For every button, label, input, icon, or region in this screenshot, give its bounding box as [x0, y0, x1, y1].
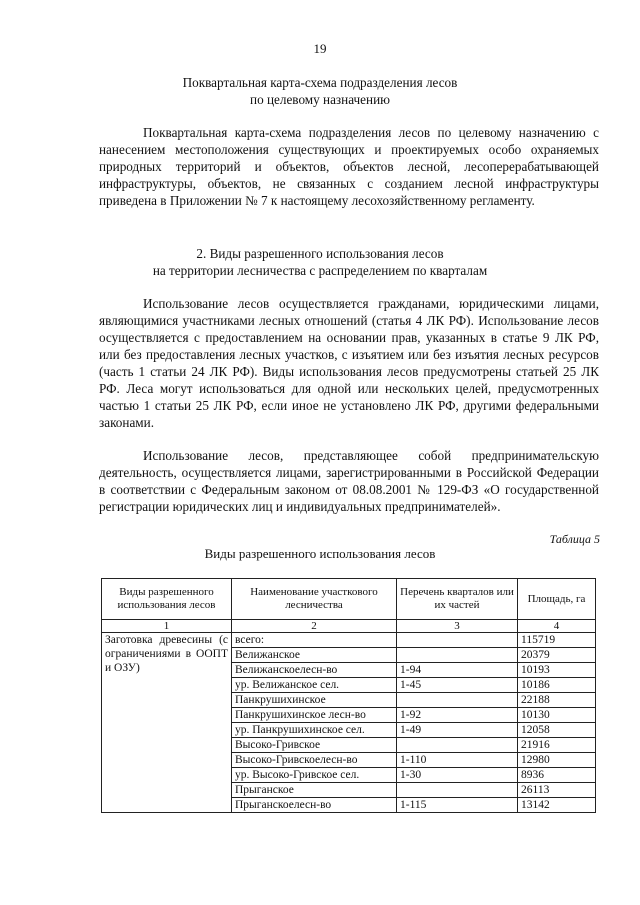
district-name: Панкрушихинское: [232, 693, 397, 708]
quarters: 1-110: [397, 753, 518, 768]
quarters: 1-92: [397, 708, 518, 723]
district-name: всего:: [232, 633, 397, 648]
use-category: Заготовка древесины (с ограничениями в ООПТ и ОЗУ): [102, 633, 232, 813]
district-name: ур. Высоко-Гривское сел.: [232, 768, 397, 783]
area: 26113: [518, 783, 596, 798]
area: 10186: [518, 678, 596, 693]
quarters: [397, 633, 518, 648]
quarters: [397, 648, 518, 663]
section1-title-line1: Поквартальная карта-схема подразделения лесов: [182, 75, 458, 90]
section2-title-line1: 2. Виды разрешенного использования лесов: [196, 246, 444, 261]
district-name: Велижанскоелесн-во: [232, 663, 397, 678]
section1-title-line2: по целевому назначению: [250, 92, 390, 107]
area: 10193: [518, 663, 596, 678]
header-district: Наименование участкового лесничества: [232, 579, 397, 620]
column-number: 1: [102, 620, 232, 633]
column-number: 4: [518, 620, 596, 633]
area: 22188: [518, 693, 596, 708]
area: 20379: [518, 648, 596, 663]
quarters: [397, 738, 518, 753]
district-name: ур. Велижанское сел.: [232, 678, 397, 693]
quarters: 1-49: [397, 723, 518, 738]
quarters: [397, 783, 518, 798]
table-column-numbers: [102, 620, 596, 633]
header-quarters: Перечень кварталов или их частей: [397, 579, 518, 620]
district-name: Панкрушихинское лесн-во: [232, 708, 397, 723]
area: 115719: [518, 633, 596, 648]
district-name: Велижанское: [232, 648, 397, 663]
quarters: 1-30: [397, 768, 518, 783]
table-header-row: [102, 579, 596, 620]
district-name: Высоко-Гривское: [232, 738, 397, 753]
header-use-type: Виды разрешенного использования лесов: [102, 579, 232, 620]
section2-title-line2: на территории лесничества с распределением по кварталам: [152, 263, 488, 278]
district-name: Высоко-Гривскоелесн-во: [232, 753, 397, 768]
quarters: 1-115: [397, 798, 518, 813]
area: 12980: [518, 753, 596, 768]
table-label: Таблица 5: [549, 532, 600, 546]
uses-table: [101, 578, 596, 813]
header-area: Площадь, га: [518, 579, 596, 620]
area: 12058: [518, 723, 596, 738]
table-caption: Виды разрешенного использования лесов: [204, 546, 436, 561]
table-row: [102, 633, 596, 648]
area: 10130: [518, 708, 596, 723]
area: 8936: [518, 768, 596, 783]
column-number: 3: [397, 620, 518, 633]
column-number: 2: [232, 620, 397, 633]
quarters: 1-94: [397, 663, 518, 678]
district-name: Прыганское: [232, 783, 397, 798]
section2-paragraph-2: Использование лесов, представляющее собой предпринимательскую деятельность, осуществляется лицами, зарегистрированными в Российской Федерации в соответствии с Федеральным законом от 08.08.2001 № 129-ФЗ «О государственной регистрации юридических лиц и индивидуальных предпринимателей».: [99, 448, 599, 514]
page-number: 19: [313, 41, 327, 56]
district-name: Прыганскоелесн-во: [232, 798, 397, 813]
section2-paragraph-1: Использование лесов осуществляется гражданами, юридическими лицами, являющимися участниками лесных отношений (статья 4 ЛК РФ). Использование лесов осуществляется с предоставлением на основании прав, указанных в статье 9 ЛК РФ, или без предоставления лесных участков, с изъятием или без изъятия лесных ресурсов (часть 1 статьи 24 ЛК РФ). Виды использования лесов предусмотрены статьей 25 ЛК РФ. Леса могут использоваться для одной или нескольких целей, предусмотренных частью 1 статьи 25 ЛК РФ, если иное не установлено ЛК РФ, другими федеральными законами.: [99, 296, 599, 430]
section1-paragraph: Поквартальная карта-схема подразделения лесов по целевому назначению с нанесением местоположения существующих и проектируемых особо охраняемых природных территорий и объектов, объектов лесной, лесоперерабатывающей инфраструктуры, объектов, не связанных с созданием лесной инфраструктуры приведена в Приложении № 7 к настоящему лесохозяйственному регламенту.: [99, 125, 599, 208]
quarters: 1-45: [397, 678, 518, 693]
area: 13142: [518, 798, 596, 813]
area: 21916: [518, 738, 596, 753]
quarters: [397, 693, 518, 708]
district-name: ур. Панкрушихинское сел.: [232, 723, 397, 738]
